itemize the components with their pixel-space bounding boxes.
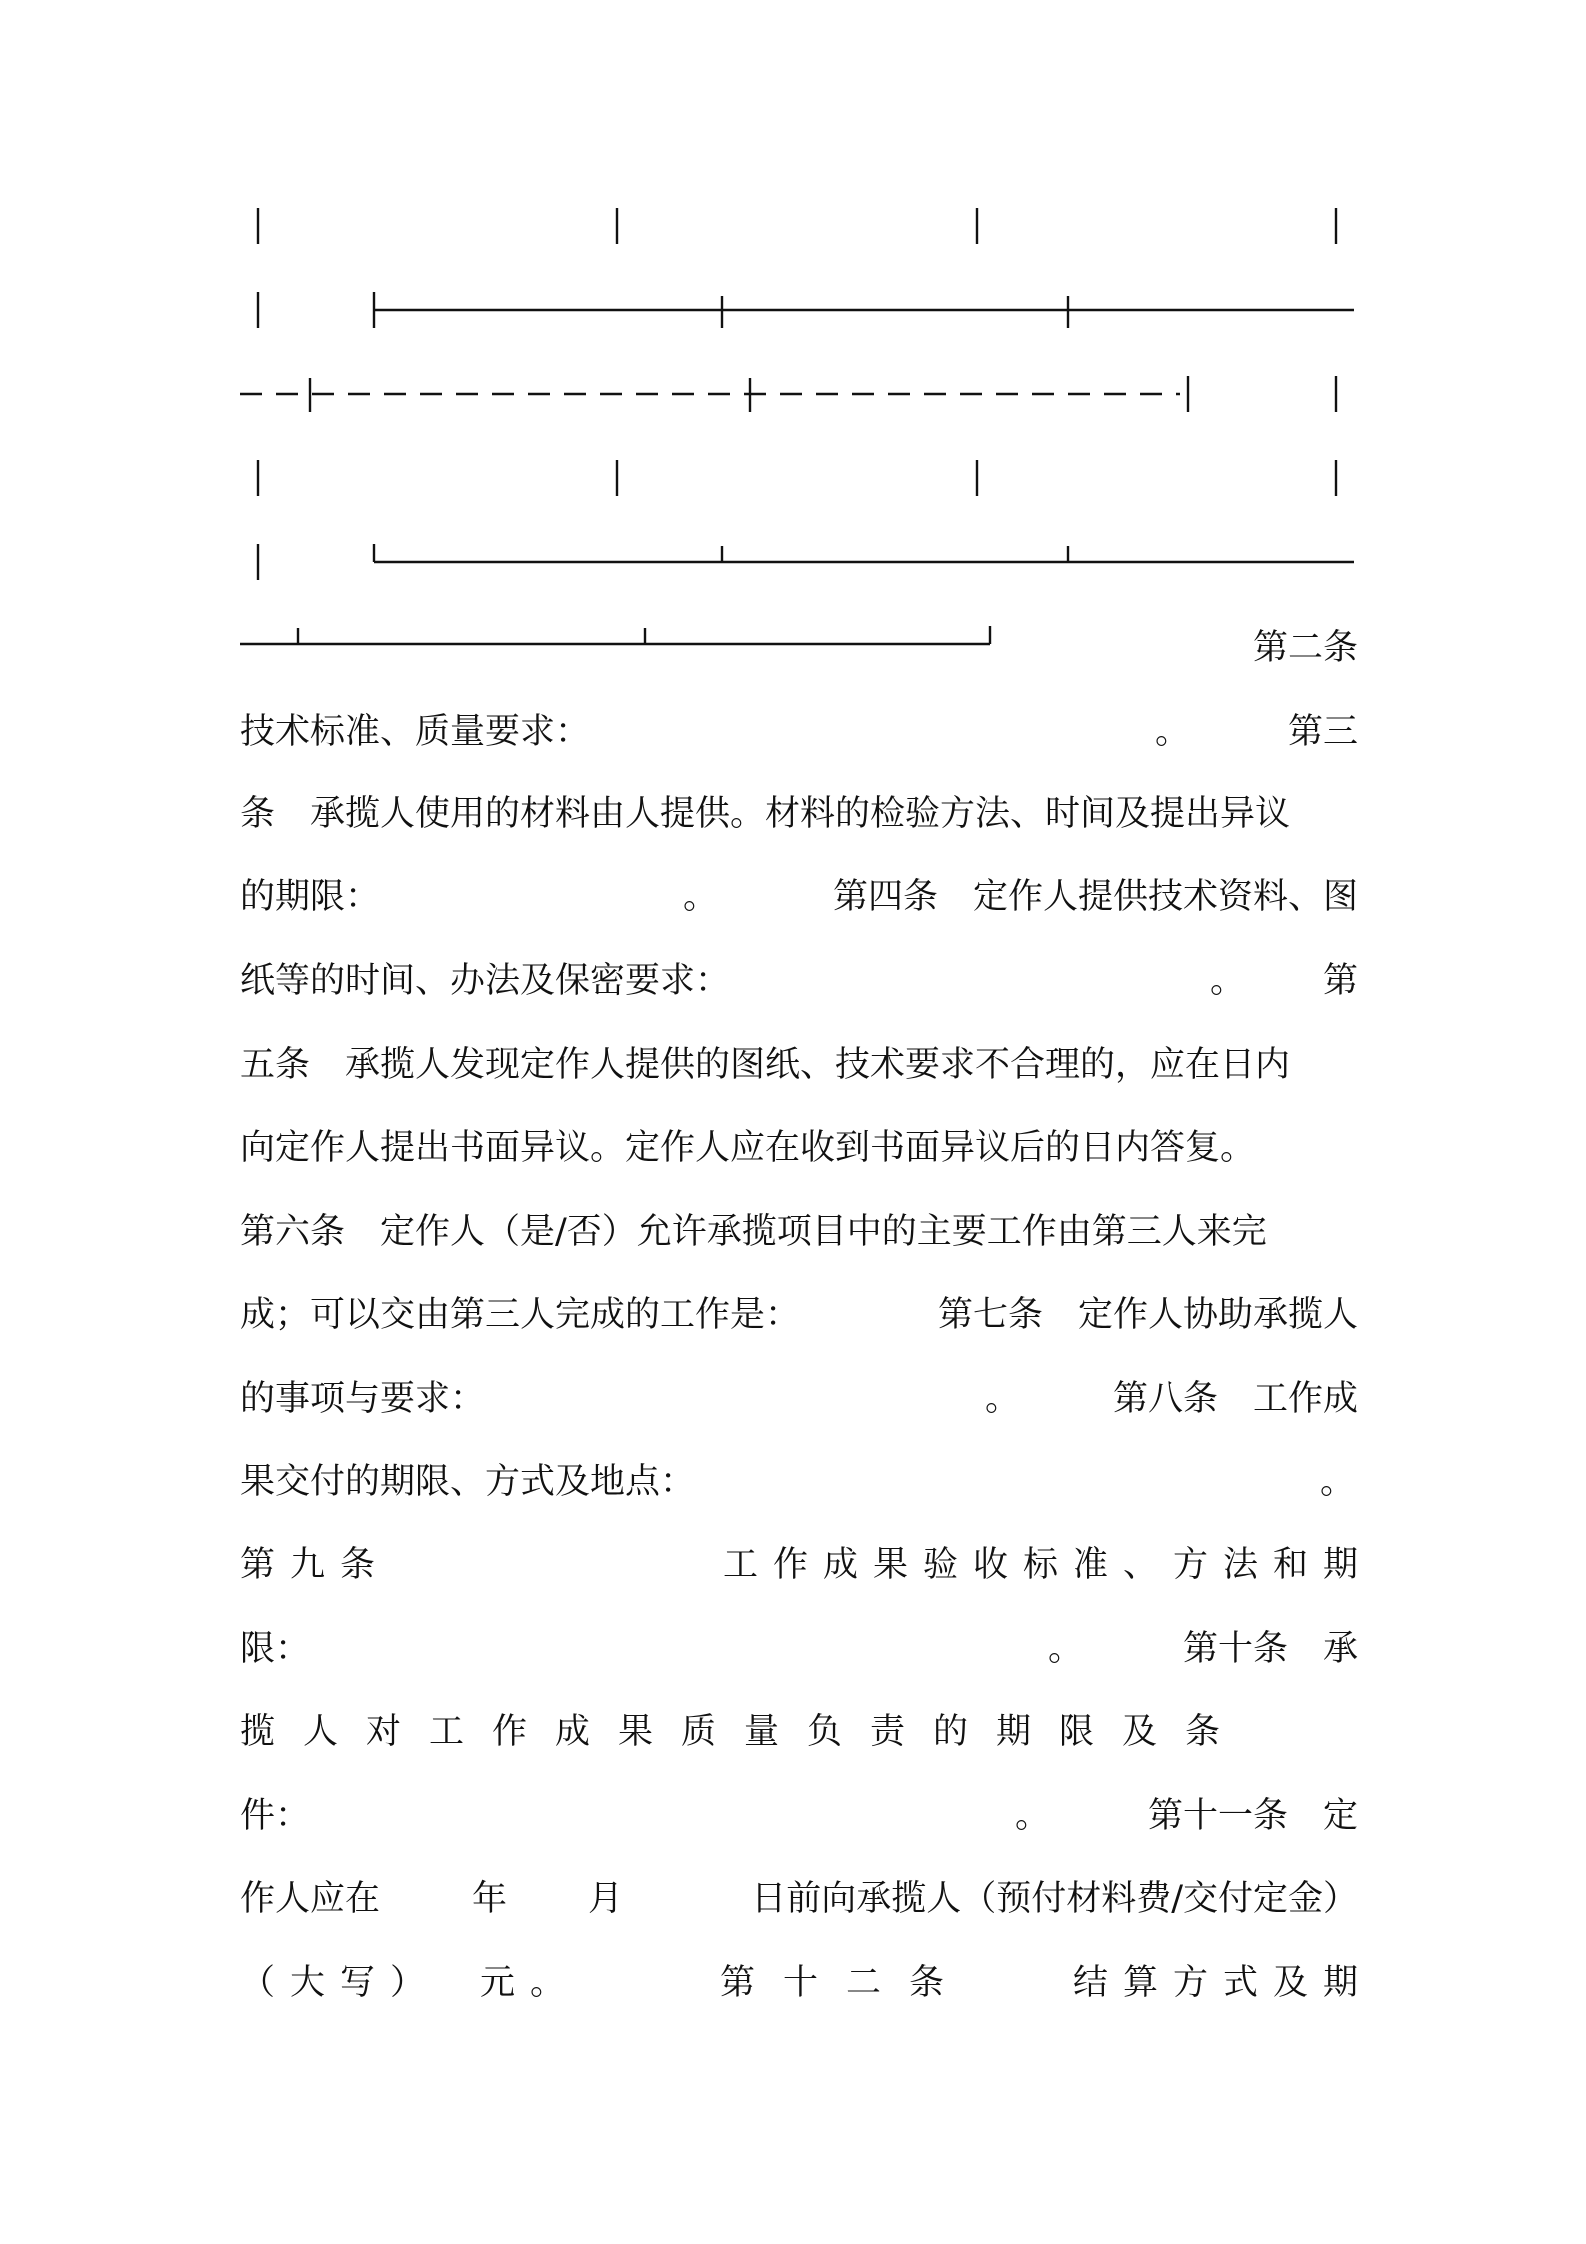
article-heading: 第十二条 [720, 1963, 973, 2003]
text-line [240, 1364, 1358, 1434]
text-line [240, 1113, 1358, 1183]
text-line [240, 862, 1358, 932]
text-segment: 元。 [480, 1963, 581, 2003]
text-segment: 第四条 定作人提供技术资料、图 [832, 877, 1358, 917]
text-segment: 月 [588, 1879, 624, 1919]
text-segment: 向定作人提出书面异议。定作人应在收到书面异议后的日内答复。 [240, 1128, 1256, 1168]
text-segment: 。 [1210, 961, 1246, 1001]
text-segment: 。 [1015, 1796, 1051, 1836]
text-line [240, 1530, 1373, 1600]
text-segment: 工作成果验收标准、方法和期 [722, 1545, 1373, 1585]
text-segment: 的事项与要求： [240, 1379, 486, 1419]
text-line [240, 1030, 1358, 1100]
article-heading: 第三 [1287, 712, 1358, 752]
text-line [240, 697, 1358, 767]
text-line [240, 1697, 1358, 1767]
article-heading: 第 [1322, 961, 1358, 1001]
text-segment: 条 承揽人使用的材料由人提供。材料的检验方法、时间及提出异议 [240, 794, 1291, 834]
text-line [240, 613, 1358, 683]
text-segment: 揽人对工作成果质量负责的期限及条 [240, 1712, 1249, 1752]
text-line [240, 779, 1358, 849]
text-segment: 年 [472, 1879, 508, 1919]
text-segment: 第八条 工作成 [1112, 1379, 1358, 1419]
text-segment: 第七条 定作人协助承揽人 [937, 1295, 1358, 1335]
text-segment: 。 [985, 1379, 1021, 1419]
text-segment: 日前向承揽人（预付材料费/交付定金） [751, 1879, 1358, 1919]
text-line [240, 1447, 1358, 1517]
text-segment: 结算方式及期 [1072, 1963, 1373, 2003]
text-segment: 限： [240, 1629, 311, 1669]
text-segment: 纸等的时间、办法及保密要求： [240, 961, 731, 1001]
text-segment: 的期限： [240, 877, 381, 917]
text-segment: 作人应在 [240, 1879, 381, 1919]
table-border-lines [0, 0, 1586, 700]
text-line [240, 1864, 1358, 1934]
text-segment: 五条 承揽人发现定作人提供的图纸、技术要求不合理的，应在日内 [240, 1045, 1291, 1085]
text-line [240, 1781, 1358, 1851]
article-heading: 第九条 [240, 1545, 391, 1585]
text-line [240, 1197, 1358, 1267]
text-line [240, 1280, 1358, 1350]
text-segment: 成；可以交由第三人完成的工作是： [240, 1295, 801, 1335]
text-line [240, 946, 1358, 1016]
text-segment: 。 [1048, 1629, 1084, 1669]
text-segment: 。 [1155, 712, 1191, 752]
text-segment: 果交付的期限、方式及地点： [240, 1462, 696, 1502]
text-segment: 技术标准、质量要求： [240, 712, 591, 752]
article-heading: 第二条 [1252, 628, 1358, 668]
text-line [240, 1948, 1373, 2018]
text-segment: 。 [1320, 1462, 1356, 1502]
text-segment: 。 [683, 877, 719, 917]
text-segment: 第十一条 定 [1147, 1796, 1358, 1836]
text-segment: 第十条 承 [1182, 1629, 1358, 1669]
text-line [240, 1614, 1358, 1684]
text-segment: 件： [240, 1796, 311, 1836]
text-segment: 第六条 定作人（是/否）允许承揽项目中的主要工作由第三人来完 [240, 1212, 1267, 1252]
text-segment: （大写） [240, 1963, 441, 2003]
